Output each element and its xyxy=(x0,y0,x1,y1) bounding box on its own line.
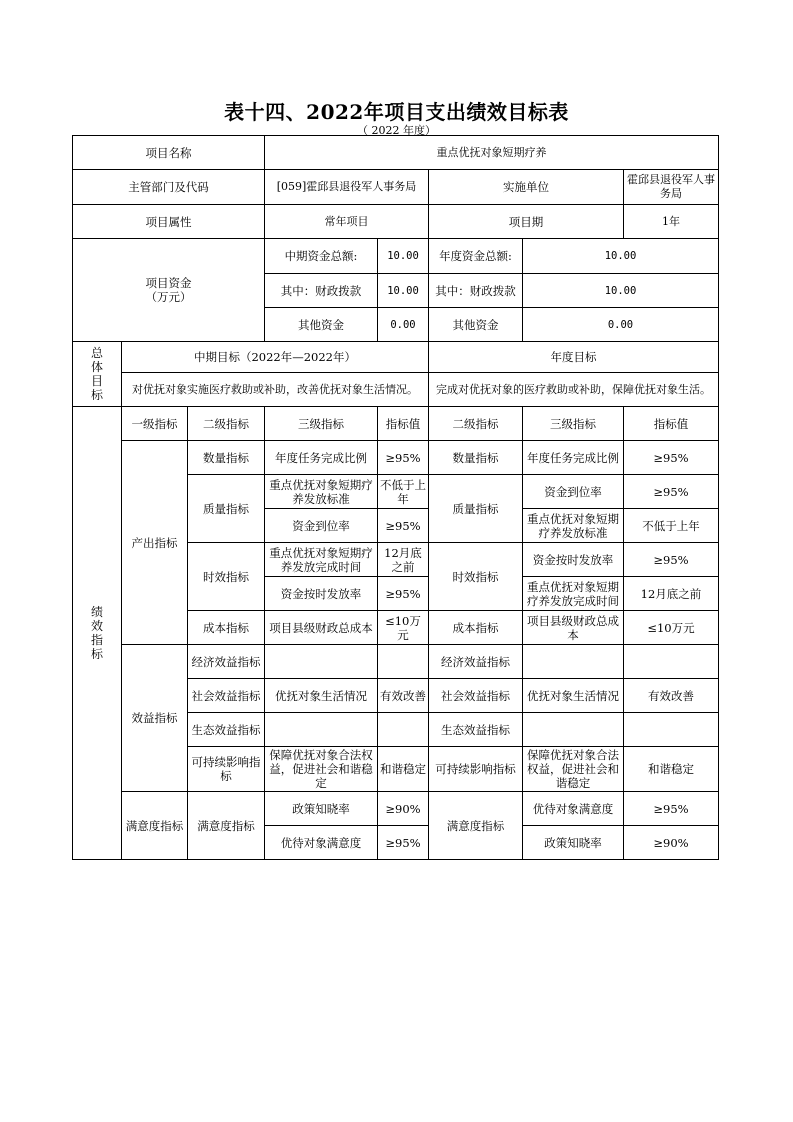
dept-label: 主管部门及代码 xyxy=(73,170,265,205)
perf-char-2: 效 xyxy=(90,619,103,633)
mid-other-value: 0.00 xyxy=(378,308,429,342)
row-quantity xyxy=(73,441,719,475)
overall-char-1: 总 xyxy=(90,346,103,360)
timeliness-mid-r1-l3: 重点优抚对象短期疗养发放完成时间 xyxy=(265,543,378,577)
attr-label: 项目属性 xyxy=(73,205,265,239)
mid-total-label: 中期资金总额: xyxy=(265,239,378,274)
row-funds-total xyxy=(73,239,719,274)
year-goal-header: 年度目标 xyxy=(429,342,719,373)
perf-char-1: 绩 xyxy=(90,605,103,619)
header-valueb: 指标值 xyxy=(624,407,719,441)
quantity-mid-l3: 年度任务完成比例 xyxy=(265,441,378,475)
satisfaction-yr-r2-l3: 政策知晓率 xyxy=(523,826,624,860)
quality-mid-l2: 质量指标 xyxy=(188,475,265,543)
header-level1: 一级指标 xyxy=(122,407,188,441)
economic-yr-l2: 经济效益指标 xyxy=(429,645,523,679)
funds-label-line2: （万元） xyxy=(145,290,192,304)
perf-indicator-label xyxy=(73,407,122,860)
output-indicator-label: 产出指标 xyxy=(122,441,188,645)
quantity-yr-l2: 数量指标 xyxy=(429,441,523,475)
quantity-mid-val: ≥95% xyxy=(378,441,429,475)
quality-yr-l2: 质量指标 xyxy=(429,475,523,543)
quality-yr-r1-val: ≥95% xyxy=(624,475,719,509)
social-yr-l3: 优抚对象生活情况 xyxy=(523,679,624,713)
satisfaction-mid-r1-l3: 政策知晓率 xyxy=(265,792,378,826)
economic-mid-l3 xyxy=(265,645,378,679)
header-level3: 三级指标 xyxy=(265,407,378,441)
header-level2b: 二级指标 xyxy=(429,407,523,441)
satisfaction-mid-r2-val: ≥95% xyxy=(378,826,429,860)
economic-yr-val xyxy=(624,645,719,679)
timeliness-yr-r1-l3: 资金按时发放率 xyxy=(523,543,624,577)
sustainable-yr-l3: 保障优抚对象合法权益，促进社会和谐稳定 xyxy=(523,747,624,792)
satisfaction-mid-r1-val: ≥90% xyxy=(378,792,429,826)
sustainable-yr-l2: 可持续影响指标 xyxy=(429,747,523,792)
impl-value: 霍邱县退役军人事务局 xyxy=(624,170,719,205)
year-fiscal-label: 其中：财政拨款 xyxy=(429,274,523,308)
header-level2: 二级指标 xyxy=(188,407,265,441)
row-overall-header xyxy=(73,342,719,373)
economic-mid-l2: 经济效益指标 xyxy=(188,645,265,679)
satisfaction-mid-l2: 满意度指标 xyxy=(188,792,265,860)
social-yr-l2: 社会效益指标 xyxy=(429,679,523,713)
row-department xyxy=(73,170,719,205)
funds-label xyxy=(73,239,265,342)
quality-mid-r2-val: ≥95% xyxy=(378,509,429,543)
overall-char-3: 目 xyxy=(90,374,103,388)
ecological-yr-l2: 生态效益指标 xyxy=(429,713,523,747)
mid-other-label: 其他资金 xyxy=(265,308,378,342)
ecological-yr-l3 xyxy=(523,713,624,747)
impl-label: 实施单位 xyxy=(429,170,624,205)
header-level3b: 三级指标 xyxy=(523,407,624,441)
row-satisfaction-1 xyxy=(73,792,719,826)
project-name-value: 重点优抚对象短期疗养 xyxy=(265,136,719,170)
cost-mid-val: ≤10万元 xyxy=(378,611,429,645)
ecological-yr-val xyxy=(624,713,719,747)
cost-mid-l2: 成本指标 xyxy=(188,611,265,645)
mid-goal-header: 中期目标（2022年—2022年） xyxy=(122,342,429,373)
quality-mid-r1-val: 不低于上年 xyxy=(378,475,429,509)
row-perf-header xyxy=(73,407,719,441)
cost-yr-l3: 项目县级财政总成本 xyxy=(523,611,624,645)
year-fiscal-value: 10.00 xyxy=(523,274,719,308)
header-value: 指标值 xyxy=(378,407,429,441)
economic-mid-val xyxy=(378,645,429,679)
satisfaction-mid-r2-l3: 优待对象满意度 xyxy=(265,826,378,860)
ecological-mid-l3 xyxy=(265,713,378,747)
ecological-mid-l2: 生态效益指标 xyxy=(188,713,265,747)
perf-char-3: 指 xyxy=(90,633,103,647)
timeliness-mid-r2-val: ≥95% xyxy=(378,577,429,611)
sustainable-mid-l3: 保障优抚对象合法权益，促进社会和谐稳定 xyxy=(265,747,378,792)
year-goal-text: 完成对优抚对象的医疗救助或补助，保障优抚对象生活。 xyxy=(429,373,719,407)
social-mid-val: 有效改善 xyxy=(378,679,429,713)
attr-value: 常年项目 xyxy=(265,205,429,239)
funds-label-line1: 项目资金 xyxy=(145,276,192,290)
timeliness-yr-r1-val: ≥95% xyxy=(624,543,719,577)
period-label: 项目期 xyxy=(429,205,624,239)
performance-target-table xyxy=(72,135,719,860)
cost-yr-l2: 成本指标 xyxy=(429,611,523,645)
sustainable-yr-val: 和谐稳定 xyxy=(624,747,719,792)
timeliness-mid-l2: 时效指标 xyxy=(188,543,265,611)
row-overall-text xyxy=(73,373,719,407)
row-attribute xyxy=(73,205,719,239)
quantity-yr-l3: 年度任务完成比例 xyxy=(523,441,624,475)
timeliness-mid-r1-val: 12月底之前 xyxy=(378,543,429,577)
quality-mid-r2-l3: 资金到位率 xyxy=(265,509,378,543)
satisfaction-yr-r1-l3: 优待对象满意度 xyxy=(523,792,624,826)
row-project-name xyxy=(73,136,719,170)
dept-value: [059]霍邱县退役军人事务局 xyxy=(265,170,429,205)
quality-yr-r2-l3: 重点优抚对象短期疗养发放标准 xyxy=(523,509,624,543)
row-economic xyxy=(73,645,719,679)
social-mid-l3: 优抚对象生活情况 xyxy=(265,679,378,713)
quality-mid-r1-l3: 重点优抚对象短期疗养发放标准 xyxy=(265,475,378,509)
quality-yr-r1-l3: 资金到位率 xyxy=(523,475,624,509)
sustainable-mid-l2: 可持续影响指标 xyxy=(188,747,265,792)
timeliness-mid-r2-l3: 资金按时发放率 xyxy=(265,577,378,611)
satisfaction-yr-r2-val: ≥90% xyxy=(624,826,719,860)
timeliness-yr-r2-val: 12月底之前 xyxy=(624,577,719,611)
overall-goal-label xyxy=(73,342,122,407)
project-name-label: 项目名称 xyxy=(73,136,265,170)
page-subtitle: （ 2022 年度） xyxy=(357,124,436,137)
satisfaction-indicator-label: 满意度指标 xyxy=(122,792,188,860)
mid-goal-text: 对优抚对象实施医疗救助或补助，改善优抚对象生活情况。 xyxy=(122,373,429,407)
year-other-label: 其他资金 xyxy=(429,308,523,342)
economic-yr-l3 xyxy=(523,645,624,679)
mid-fiscal-label: 其中：财政拨款 xyxy=(265,274,378,308)
social-mid-l2: 社会效益指标 xyxy=(188,679,265,713)
benefit-indicator-label: 效益指标 xyxy=(122,645,188,792)
overall-char-2: 体 xyxy=(90,360,103,374)
ecological-mid-val xyxy=(378,713,429,747)
page-title: 表十四、2022年项目支出绩效目标表 xyxy=(224,100,569,124)
mid-total-value: 10.00 xyxy=(378,239,429,274)
cost-mid-l3: 项目县级财政总成本 xyxy=(265,611,378,645)
overall-char-4: 标 xyxy=(90,388,103,402)
quality-yr-r2-val: 不低于上年 xyxy=(624,509,719,543)
social-yr-val: 有效改善 xyxy=(624,679,719,713)
year-total-label: 年度资金总额: xyxy=(429,239,523,274)
quantity-yr-val: ≥95% xyxy=(624,441,719,475)
year-total-value: 10.00 xyxy=(523,239,719,274)
mid-fiscal-value: 10.00 xyxy=(378,274,429,308)
quantity-mid-l2: 数量指标 xyxy=(188,441,265,475)
cost-yr-val: ≤10万元 xyxy=(624,611,719,645)
timeliness-yr-r2-l3: 重点优抚对象短期疗养发放完成时间 xyxy=(523,577,624,611)
year-other-value: 0.00 xyxy=(523,308,719,342)
satisfaction-yr-r1-val: ≥95% xyxy=(624,792,719,826)
sustainable-mid-val: 和谐稳定 xyxy=(378,747,429,792)
period-value: 1年 xyxy=(624,205,719,239)
timeliness-yr-l2: 时效指标 xyxy=(429,543,523,611)
perf-char-4: 标 xyxy=(90,647,103,661)
satisfaction-yr-l2: 满意度指标 xyxy=(429,792,523,860)
